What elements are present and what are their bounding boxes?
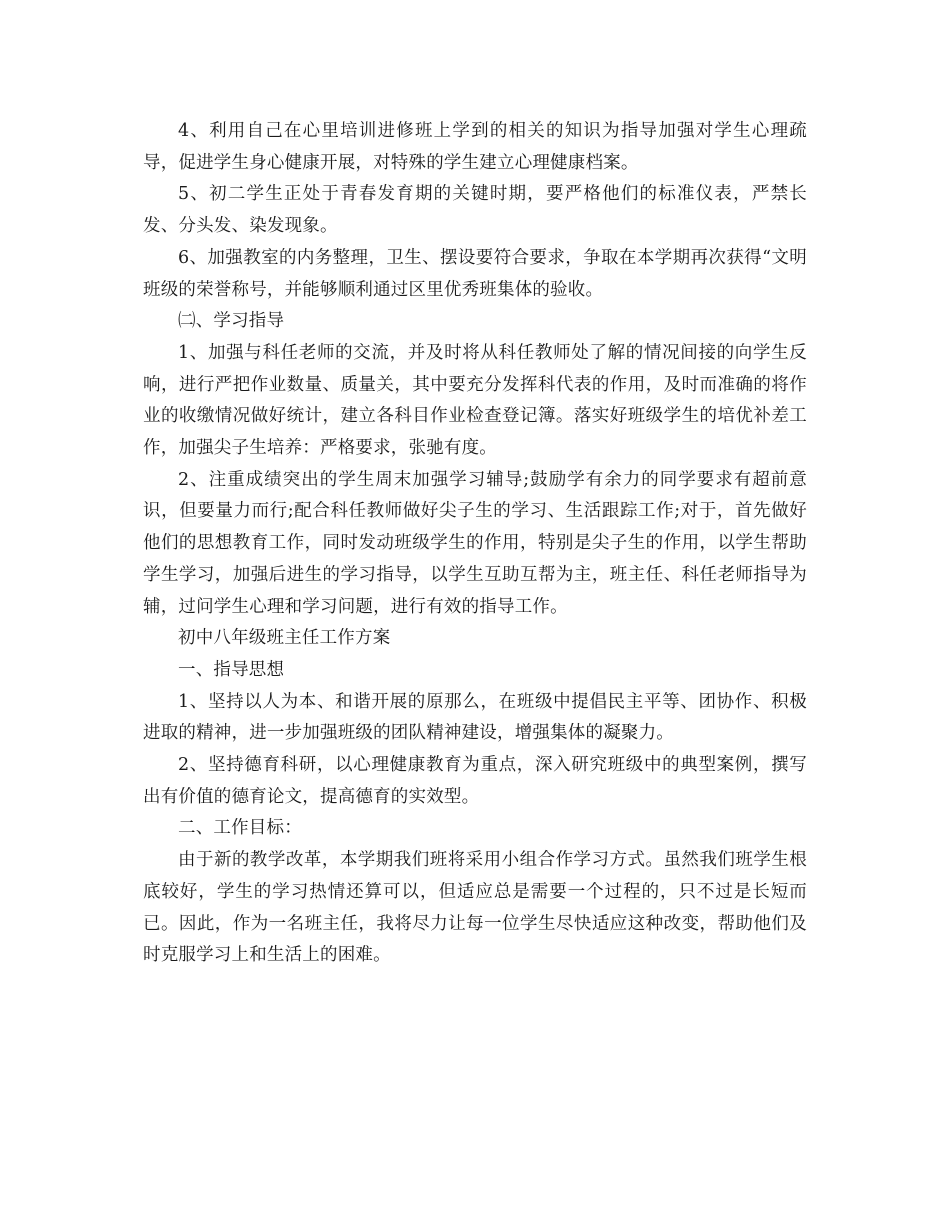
paragraph-work-goals: 由于新的教学改革，本学期我们班将采用小组合作学习方式。虽然我们班学生根底较好，学生的学习热情还算可以，但适应总是需要一个过程的，只不过是长短而已。因此，作为一名班主任，我将尽力让每一位学生尽快适应这种改变，帮助他们及时克服学习上和生活上的困难。	[143, 850, 807, 966]
paragraph-guiding-1: 1、坚持以人为本、和谐开展的原那么，在班级中提倡民主平等、团协作、积极进取的精神，进一步加强班级的团队精神建设，增强集体的凝聚力。	[143, 691, 807, 744]
document-page	[143, 116, 807, 972]
document-title: 初中八年级班主任工作方案	[178, 628, 391, 649]
section-heading-guiding-ideas: 一、指导思想	[178, 659, 285, 680]
paragraph-guiding-2: 2、坚持德育科研，以心理健康教育为重点，深入研究班级中的典型案例，撰写出有价值的德育论文，提高德育的实效型。	[143, 755, 807, 807]
paragraph-item-6: 6、加强教室的内务整理，卫生、摆设要符合要求，争取在本学期再次获得“文明班级的荣誉称号，并能够顺利通过区里优秀班集体的验收。	[143, 247, 807, 300]
section-heading-work-goals: 二、工作目标：	[178, 818, 302, 839]
section-heading-study-guidance: ㈡、学习指导	[178, 311, 285, 332]
paragraph-study-2: 2、注重成绩突出的学生周末加强学习辅导;鼓励学有余力的同学要求有超前意识，但要量力而行;配合科任教师做好尖子生的学习、生活跟踪工作;对于，首先做好他们的思想教育工作，同时发动班级学生的作用，特别是尖子生的作用，以学生帮助学生学习，加强后进生的学习指导，以学生互助互帮为主，班主任、科任老师指导为辅，过问学生心理和学习问题，进行有效的指导工作。	[143, 469, 807, 617]
paragraph-study-1: 1、加强与科任老师的交流，并及时将从科任教师处了解的情况间接的向学生反响，进行严把作业数量、质量关，其中要充分发挥科代表的作用，及时而准确的将作业的收缴情况做好统计，建立各科目作业检查登记簿。落实好班级学生的培优补差工作，加强尖子生培养：严格要求，张驰有度。	[143, 342, 807, 459]
paragraph-item-4: 4、利用自己在心里培训进修班上学到的相关的知识为指导加强对学生心理疏导，促进学生身心健康开展，对特殊的学生建立心理健康档案。	[143, 121, 807, 173]
paragraph-item-5: 5、初二学生正处于青春发育期的关键时期，要严格他们的标准仪表，严禁长发、分头发、染发现象。	[143, 184, 807, 237]
